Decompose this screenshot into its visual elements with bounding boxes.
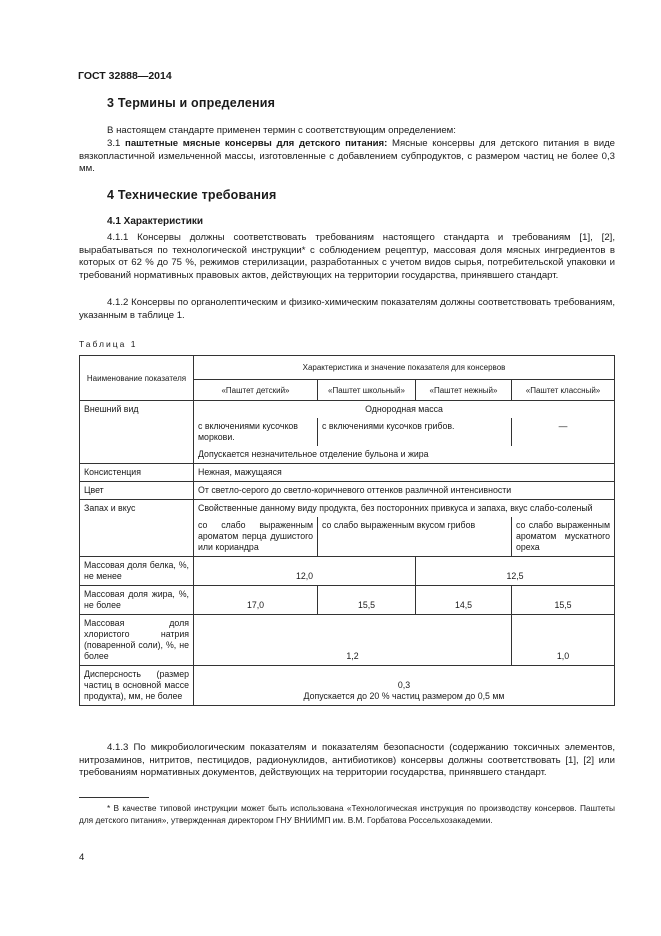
- footnote: * В качестве типовой инструкции может быть использована «Технологическая инструкция по производству консервов. Паштеты для детского питания», утвержденная директором ГНУ ВНИИМП им. В.М. Горбатова Россельхозакадемии.: [79, 803, 615, 825]
- footnote-divider: [79, 797, 149, 798]
- section-4-title: 4 Технические требования: [107, 188, 277, 202]
- table-cell: 14,5: [416, 586, 512, 615]
- table-cell: 17,0: [194, 586, 318, 615]
- table-caption: Таблица 1: [79, 339, 138, 349]
- row-label: Запах и вкус: [80, 500, 194, 557]
- table-cell: [194, 666, 615, 706]
- dispersity-value: 0,3: [397, 680, 411, 690]
- table-cell: с включениями кусочков моркови.: [194, 418, 318, 446]
- dispersity-note: Допускается до 20 % частиц размером до 0,5 мм: [303, 691, 505, 701]
- col-header-product: «Паштет школьный»: [318, 380, 416, 401]
- row-label: Массовая доля хлористого натрия (поваренной соли), %, не более: [80, 615, 194, 666]
- characteristics-table: [79, 355, 615, 706]
- term: паштетные мясные консервы для детского питания:: [125, 138, 388, 149]
- table-cell: Нежная, мажущаяся: [194, 464, 615, 482]
- table-cell: с включениями кусочков грибов.: [318, 418, 512, 446]
- table-cell: 15,5: [318, 586, 416, 615]
- table-cell: со слабо выраженным вкусом грибов: [318, 517, 512, 557]
- term-definition: [79, 138, 615, 176]
- col-header-indicator: Наименование показателя: [80, 356, 194, 401]
- document-header: ГОСТ 32888—2014: [78, 70, 172, 82]
- table-cell: Однородная масса: [194, 401, 615, 419]
- paragraph-4-1-1: 4.1.1 Консервы должны соответствовать требованиям настоящего стандарта и требованиям [1], [2], вырабатываться по технологической инструкции* с соблюдением рецептур, массовая доля мясных ингредиентов в которых от 62 % до 75 %, режимов стерилизации, разработанных с учетом видов сырья, потребительской упаковки и требований нормативных правовых актов, действующих на территории государства, принявшего стандарт.: [79, 232, 615, 281]
- term-number: 3.1: [107, 138, 126, 149]
- definition: Мясные консервы для детского питания в виде вязкопластичной измельченной массы, изготовленные с добавлением субпродуктов, с размером частиц не более 0,3 мм.: [79, 138, 616, 175]
- table-cell: со слабо выраженным ароматом мускатного ореха: [512, 517, 615, 557]
- subsection-title: 4.1 Характеристики: [107, 216, 204, 227]
- table-cell: 15,5: [512, 586, 615, 615]
- table-cell: 1,0: [512, 615, 615, 666]
- section-3-intro: В настоящем стандарте применен термин с соответствующим определением:: [107, 125, 456, 136]
- table-cell: 1,2: [194, 615, 512, 666]
- row-label: Массовая доля жира, %, не более: [80, 586, 194, 615]
- table-cell: От светло-серого до светло-коричневого оттенков различной интенсивности: [194, 482, 615, 500]
- row-label: Консистенция: [80, 464, 194, 482]
- page-number: 4: [79, 852, 85, 863]
- table-cell: Свойственные данному виду продукта, без посторонних привкуса и запаха, вкус слабо-соленый: [194, 500, 615, 518]
- table-cell: со слабо выраженным ароматом перца душистого или кориандра: [194, 517, 318, 557]
- table-cell: 12,5: [416, 557, 615, 586]
- paragraph-4-1-2: 4.1.2 Консервы по органолептическим и физико-химическим показателям должны соответствовать требованиям, указанным в таблице 1.: [79, 297, 615, 321]
- col-header-group: Характеристика и значение показателя для консервов: [194, 356, 615, 380]
- row-label: Цвет: [80, 482, 194, 500]
- table-cell: Допускается незначительное отделение бульона и жира: [194, 446, 615, 464]
- table-cell: —: [512, 418, 615, 446]
- col-header-product: «Паштет детский»: [194, 380, 318, 401]
- row-label: Дисперсность (размер частиц в основной массе продукта), мм, не более: [80, 666, 194, 706]
- section-3-title: 3 Термины и определения: [107, 96, 276, 110]
- paragraph-4-1-3: 4.1.3 По микробиологическим показателям и показателям безопасности (содержанию токсичных элементов, нитрозаминов, нитритов, пестицидов, радионуклидов, антибиотиков) консервы должны соответствовать [1], [2] или требованиям нормативных документов, действующих на территории государства, принявшего стандарт.: [79, 742, 615, 779]
- col-header-product: «Паштет классный»: [512, 380, 615, 401]
- row-label: Массовая доля белка, %, не менее: [80, 557, 194, 586]
- col-header-product: «Паштет нежный»: [416, 380, 512, 401]
- table-cell: 12,0: [194, 557, 416, 586]
- row-label: Внешний вид: [80, 401, 194, 464]
